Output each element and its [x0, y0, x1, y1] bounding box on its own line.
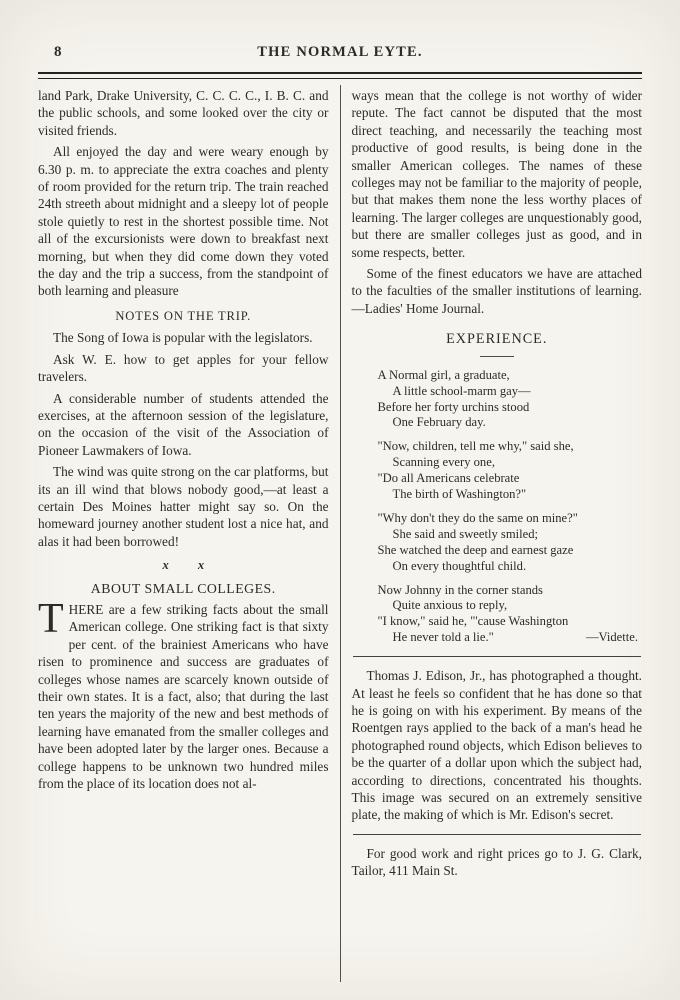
poem-line: She watched the deep and earnest gaze: [377, 542, 574, 557]
tailor-advertisement: For good work and right prices go to J. G. Clark, Tailor, 411 Main St.: [351, 845, 642, 879]
drop-cap: T: [38, 595, 64, 642]
left-paragraph-6: The wind was quite strong on the car platforms, but its an ill wind that blows nobody good,—at least a certain Des Moines hatter might say so. On the homeward journey another student lost a nice hat, and alas it had been borrowed!: [38, 464, 329, 549]
left-paragraph-5: A considerable number of students attended the exercises, at the afternoon session of the legislature, on the occasion of the visit of the Association of Pioneer Lawmakers of Iowa.: [38, 390, 329, 458]
section-rule: [353, 834, 642, 835]
poem-line: Scanning every one,: [392, 455, 495, 470]
poem-line: "I know," said he, "'cause Washington: [377, 614, 569, 629]
masthead: [0, 0, 680, 64]
columns: [0, 79, 680, 1000]
poem-stanza-1: [378, 368, 639, 432]
right-paragraph-2: Some of the finest educators we have are attached to the faculties of the smaller institutions of learning.—Ladies' Home Journal.: [351, 266, 642, 316]
poem-line: On every thoughtful child.: [392, 558, 527, 573]
left-paragraph-4: Ask W. E. how to get apples for your fellow travelers.: [38, 351, 329, 385]
poem-attribution: —Vidette.: [585, 630, 638, 645]
left-paragraph-2: All enjoyed the day and were weary enough by 6.30 p. m. to appreciate the extra coaches and plenty of room provided for the return trip. The train reached 24th streeth about midnight and a sleepy lot of people stole quietly to rest in the shortest possible time. Not all of the excursionists were down to breakfast next morning, but when they did come down they voted the day and the trip a success, from the standpoint of both learning and pleasure: [38, 144, 329, 299]
poem-line: Quite anxious to reply,: [392, 598, 508, 613]
about-small-colleges-heading: ABOUT SMALL COLLEGES.: [90, 580, 276, 596]
poem-stanza-3: [378, 511, 639, 575]
poem-line: Now Johnny in the corner stands: [377, 582, 543, 597]
poem-line: [378, 630, 639, 646]
poem: [378, 368, 639, 647]
left-column: [38, 87, 340, 982]
poem-line: She said and sweetly smiled;: [392, 526, 539, 541]
poem-line: "Do all Americans celebrate: [377, 471, 520, 486]
page-number: 8: [54, 44, 62, 60]
left-paragraph-3: The Song of Iowa is popular with the legislators.: [53, 330, 313, 346]
notes-on-the-trip-heading: NOTES ON THE TRIP.: [115, 308, 252, 323]
poem-line: A little school-marm gay—: [392, 383, 531, 398]
right-column: [341, 87, 643, 982]
poem-line: "Why don't they do the same on mine?": [377, 510, 578, 525]
right-paragraph-3: Thomas J. Edison, Jr., has photographed a thought. At least he feels so confident that he has done so that he is going on with his experiment. By means of the Roentgen rays applied to the back of a man's head he photographed round objects, which Edison believes to be the quarter of a dollar upon which the subject had, according to directions, concentrated his thoughts. This image was secured on an extremely sensitive plate, the making of which is Mr. Edison's secret.: [351, 668, 642, 823]
section-rule: [353, 656, 642, 657]
left-paragraph-7: [38, 595, 329, 792]
masthead-double-rule: [38, 72, 642, 79]
poem-line: A Normal girl, a graduate,: [377, 367, 510, 382]
poem-line: The birth of Washington?": [392, 487, 527, 502]
section-ornament: x x: [162, 558, 205, 573]
poem-line-text: He never told a lie.": [392, 630, 494, 645]
experience-heading: EXPERIENCE.: [446, 331, 548, 348]
poem-line: One February day.: [392, 415, 486, 430]
left-paragraph-7-text: HERE are a few striking facts about the small American college. One striking fact is that sixty per cent. of the brainiest Americans who have risen to prominence and success are graduates of colleges whose names are scarcely known outside of their own states. It is a fact, also; that during the last ten years the majority of the new and best methods of learning have emanated from the smaller colleges and have been adopted later by the larger ones. Because a college happens to be unknown two hundred miles from the place of its location does not al-: [38, 601, 329, 792]
experience-heading-rule: [480, 356, 514, 357]
paper-title: THE NORMAL EYTE.: [257, 44, 423, 60]
poem-line: "Now, children, tell me why," said she,: [377, 439, 574, 454]
poem-stanza-4: [378, 583, 639, 647]
right-paragraph-1: ways mean that the college is not worthy of wider repute. The fact cannot be disputed that the most direct teaching, and necessarily the teaching most productive of good results, is being done in the smaller American colleges. The names of these colleges may not be familiar to the majority of people, but that makes them none the less worthy places of learning. The larger colleges are unquestionably good, but there are smaller colleges just as good, and in some respects, better.: [351, 88, 642, 260]
poem-line: Before her forty urchins stood: [377, 399, 530, 414]
poem-stanza-2: [378, 439, 639, 503]
left-paragraph-1: land Park, Drake University, C. C. C. C., I. B. C. and the public schools, and some looked over the city or visited friends.: [38, 88, 329, 138]
